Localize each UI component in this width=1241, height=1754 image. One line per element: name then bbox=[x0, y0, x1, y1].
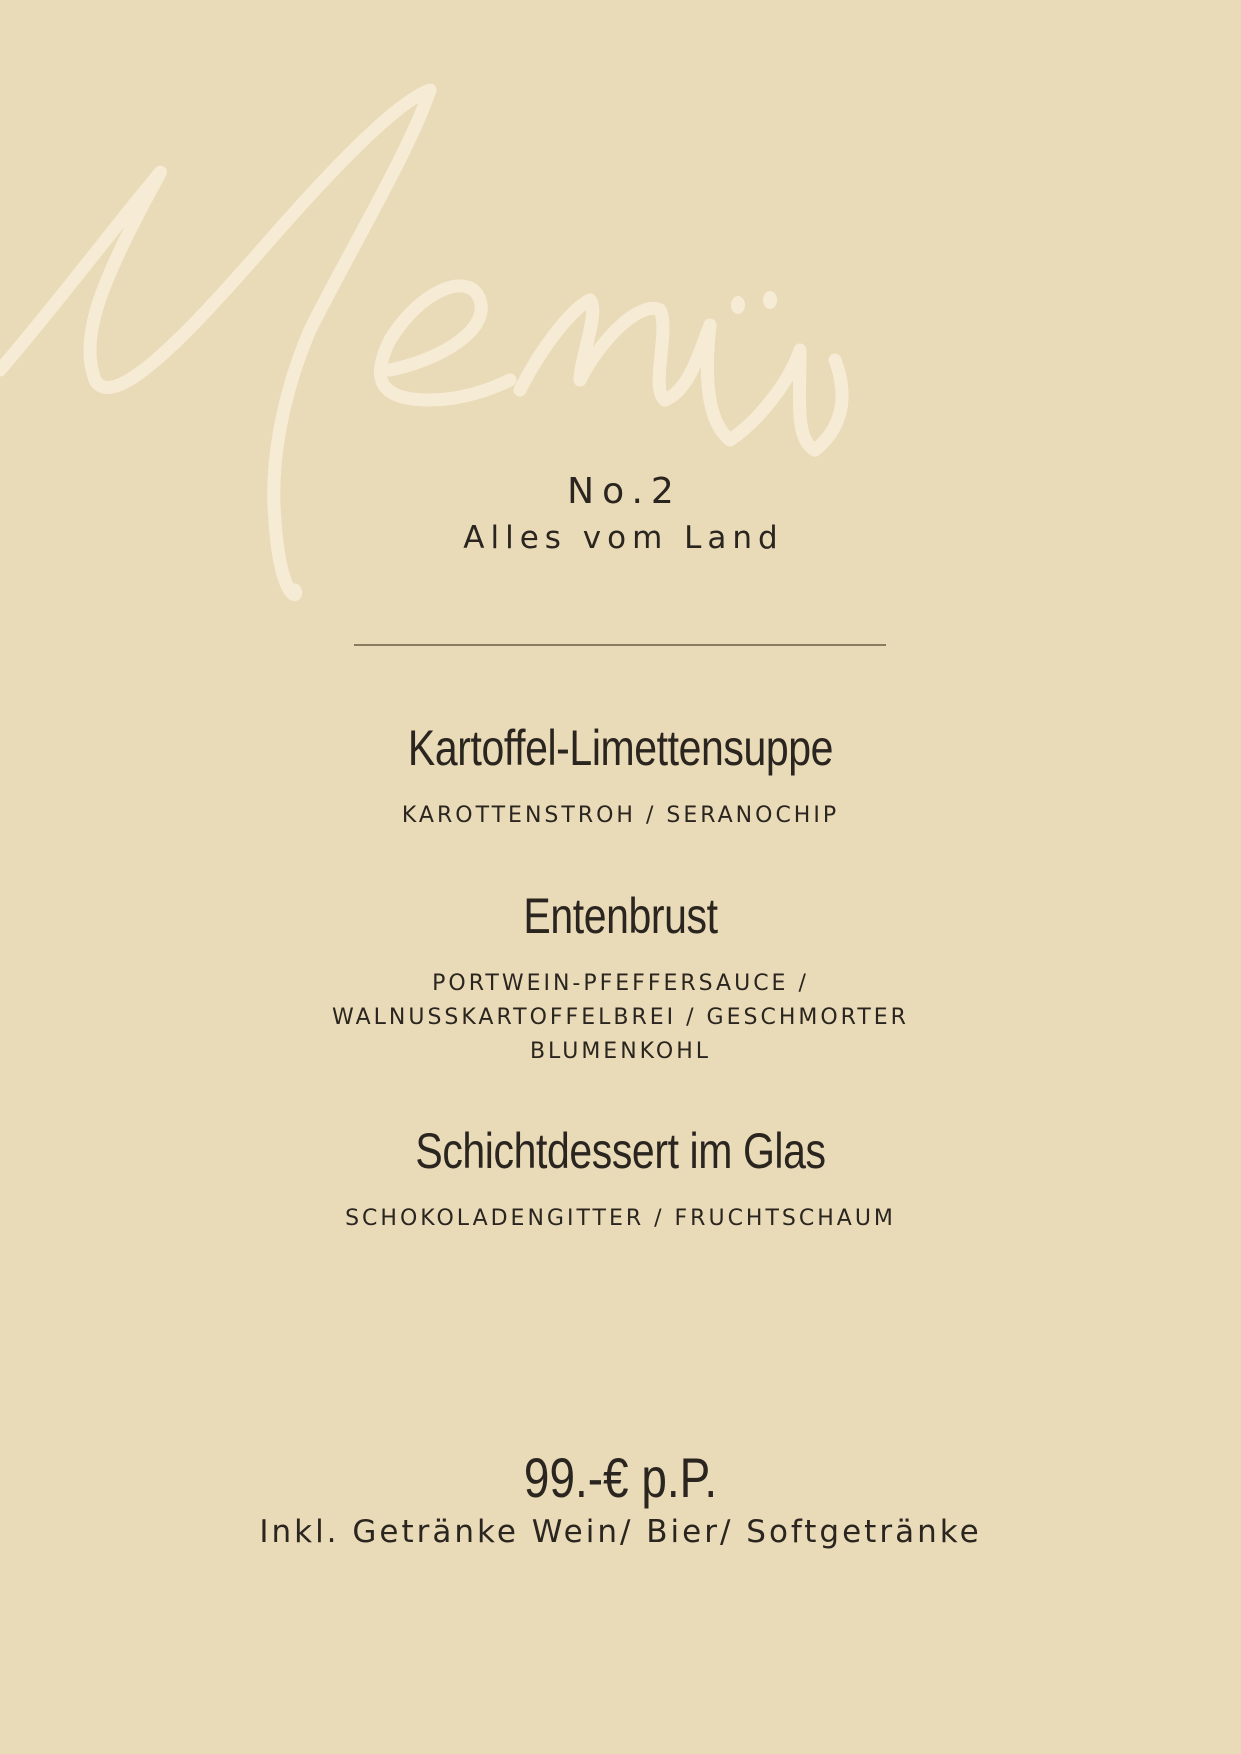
course-3 bbox=[0, 1120, 1241, 1236]
price-note: Inkl. Getränke Wein/ Bier/ Softgetränke bbox=[259, 1514, 982, 1550]
course-description: SCHOKOLADENGITTER / FRUCHTSCHAUM bbox=[345, 1206, 896, 1231]
course-description: KAROTTENSTROH / SERANOCHIP bbox=[401, 803, 840, 828]
divider bbox=[354, 644, 886, 646]
course-description: PORTWEIN-PFEFFERSAUCE / WALNUSSKARTOFFELBREI / GESCHMORTER BLUMENKOHL bbox=[332, 971, 909, 1064]
price: 99.-€ p.P. bbox=[523, 1446, 718, 1509]
course-name: Kartoffel-Limettensuppe bbox=[407, 720, 834, 776]
course-name: Schichtdessert im Glas bbox=[415, 1123, 826, 1179]
menu-subtitle: Alles vom Land bbox=[463, 520, 784, 556]
course-1 bbox=[0, 717, 1241, 833]
course-name: Entenbrust bbox=[523, 888, 718, 944]
course-2 bbox=[0, 885, 1241, 1069]
menu-number: No.2 bbox=[567, 471, 682, 512]
